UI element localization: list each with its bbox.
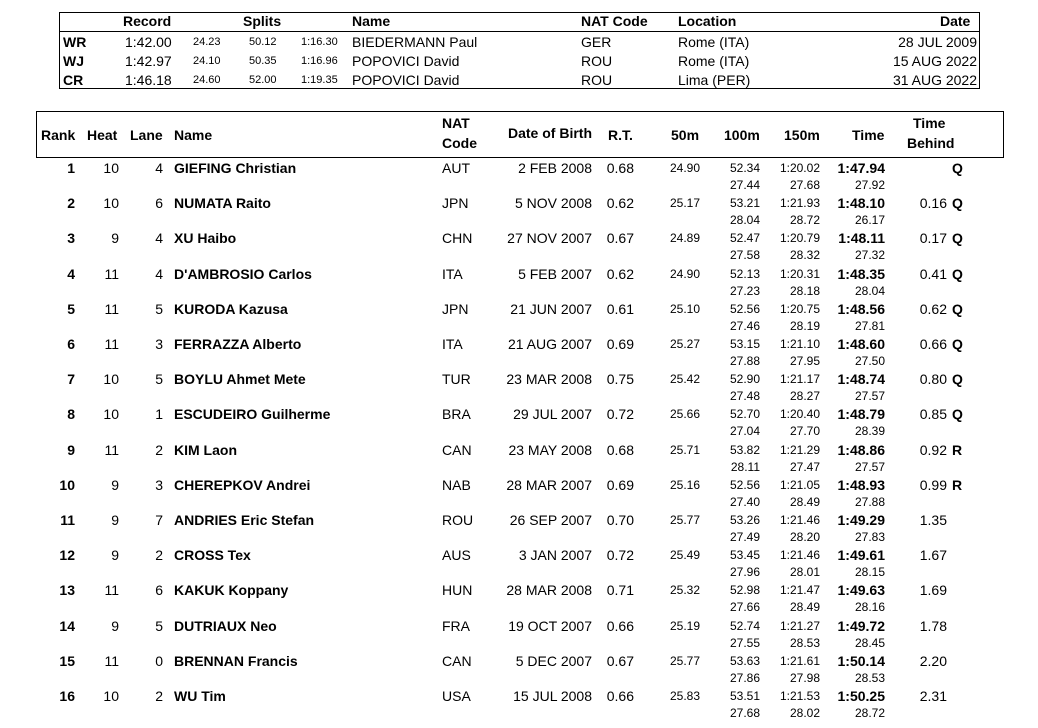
lap-split-final: 28.72 [854, 706, 885, 720]
rank: 3 [67, 230, 75, 246]
records-header-splits: Splits [243, 13, 282, 29]
records-header-location: Location [678, 13, 737, 29]
nat-code: USA [442, 688, 471, 704]
split-100m: 53.26 [729, 513, 760, 527]
reaction-time: 0.69 [606, 336, 634, 352]
swimmer-name: D'AMBROSIO Carlos [174, 266, 312, 282]
split-100m: 53.15 [729, 337, 760, 351]
swimmer-name: WU Tim [174, 688, 226, 704]
record-split-100: 50.12 [249, 36, 277, 48]
date-of-birth: 5 NOV 2008 [514, 195, 592, 211]
qualification-mark: Q [952, 160, 963, 176]
reaction-time: 0.62 [606, 195, 634, 211]
nat-code: TUR [442, 371, 471, 387]
final-time: 1:48.60 [837, 336, 885, 352]
nat-code: ROU [442, 512, 474, 528]
lap-split-100m: 27.40 [729, 495, 760, 509]
reaction-time: 0.72 [606, 547, 634, 563]
date-of-birth: 21 JUN 2007 [510, 301, 592, 317]
nat-code: ITA [442, 266, 463, 282]
nat-code: HUN [442, 582, 473, 598]
lane: 2 [155, 442, 163, 458]
lap-split-final: 27.32 [854, 248, 885, 262]
lap-split-150m: 28.02 [789, 706, 820, 720]
lap-split-150m: 27.70 [789, 424, 820, 438]
record-name: POPOVICI David [352, 53, 460, 69]
lap-split-final: 28.16 [854, 600, 885, 614]
split-150m: 1:21.29 [779, 443, 820, 457]
qualification-mark: Q [952, 230, 963, 246]
lap-split-150m: 28.32 [789, 248, 820, 262]
lap-split-100m: 27.96 [729, 565, 760, 579]
split-100m: 53.51 [729, 689, 760, 703]
time-behind: 0.17 [919, 230, 947, 246]
split-150m: 1:20.75 [779, 302, 820, 316]
rank: 6 [67, 336, 75, 352]
rank: 4 [67, 266, 75, 282]
lap-split-final: 28.15 [854, 565, 885, 579]
split-50m: 25.83 [669, 689, 700, 703]
header-time: Time [852, 127, 885, 143]
swimmer-name: FERRAZZA Alberto [174, 336, 302, 352]
final-time: 1:50.25 [837, 688, 885, 704]
records-header-record: Record [123, 13, 172, 29]
heat: 10 [103, 406, 119, 422]
split-100m: 52.70 [729, 407, 760, 421]
record-date: 31 AUG 2022 [892, 72, 977, 88]
rank: 13 [59, 582, 75, 598]
split-100m: 53.63 [729, 654, 760, 668]
rank: 10 [59, 477, 75, 493]
record-split-100: 52.00 [249, 74, 277, 86]
record-location: Lima (PER) [678, 72, 751, 88]
split-150m: 1:20.02 [779, 161, 820, 175]
split-100m: 52.90 [729, 372, 760, 386]
reaction-time: 0.62 [606, 266, 634, 282]
rank: 8 [67, 406, 75, 422]
split-50m: 25.77 [669, 654, 700, 668]
lap-split-150m: 27.98 [789, 671, 820, 685]
record-time: 1:42.00 [125, 34, 172, 50]
split-100m: 52.34 [729, 161, 760, 175]
split-100m: 52.56 [729, 302, 760, 316]
split-150m: 1:20.79 [779, 231, 820, 245]
final-time: 1:48.74 [837, 371, 885, 387]
date-of-birth: 27 NOV 2007 [507, 230, 592, 246]
lap-split-final: 27.88 [854, 495, 885, 509]
split-150m: 1:21.17 [779, 372, 820, 386]
record-name: POPOVICI David [352, 72, 460, 88]
lap-split-final: 28.39 [854, 424, 885, 438]
qualification-mark: Q [952, 336, 963, 352]
split-150m: 1:21.46 [779, 548, 820, 562]
time-behind: 0.85 [919, 406, 947, 422]
lap-split-150m: 28.49 [789, 495, 820, 509]
split-50m: 25.19 [669, 619, 700, 633]
date-of-birth: 23 MAR 2008 [506, 371, 592, 387]
swimmer-name: BRENNAN Francis [174, 653, 298, 669]
split-100m: 52.13 [729, 267, 760, 281]
date-of-birth: 26 SEP 2007 [509, 512, 592, 528]
swimmer-name: CHEREPKOV Andrei [174, 477, 311, 493]
record-nat: ROU [581, 72, 613, 88]
lane: 5 [155, 301, 163, 317]
heat: 10 [103, 371, 119, 387]
swimmer-name: ANDRIES Eric Stefan [174, 512, 315, 528]
nat-code: CAN [442, 442, 472, 458]
header-heat: Heat [87, 127, 118, 143]
split-50m: 25.77 [669, 513, 700, 527]
split-100m: 52.98 [729, 583, 760, 597]
date-of-birth: 15 JUL 2008 [513, 688, 592, 704]
records-header-divider [59, 31, 980, 32]
reaction-time: 0.68 [606, 442, 634, 458]
reaction-time: 0.67 [606, 653, 634, 669]
header-behind-line2: Behind [907, 135, 955, 151]
final-time: 1:49.63 [837, 582, 885, 598]
heat: 9 [111, 477, 119, 493]
heat: 10 [103, 195, 119, 211]
date-of-birth: 19 OCT 2007 [508, 618, 592, 634]
time-behind: 2.31 [919, 688, 947, 704]
qualification-mark: Q [952, 301, 963, 317]
lap-split-150m: 27.95 [789, 354, 820, 368]
rank: 14 [59, 618, 75, 634]
final-time: 1:48.56 [837, 301, 885, 317]
split-100m: 52.56 [729, 478, 760, 492]
split-150m: 1:20.31 [779, 267, 820, 281]
final-time: 1:49.61 [837, 547, 885, 563]
lap-split-150m: 27.47 [789, 460, 820, 474]
nat-code: CAN [442, 653, 472, 669]
lap-split-100m: 27.68 [729, 706, 760, 720]
lap-split-final: 27.83 [854, 530, 885, 544]
heat: 11 [104, 266, 119, 282]
record-nat: ROU [581, 53, 613, 69]
record-date: 15 AUG 2022 [892, 53, 977, 69]
date-of-birth: 28 MAR 2008 [506, 582, 592, 598]
nat-code: FRA [442, 618, 470, 634]
final-time: 1:48.11 [838, 230, 885, 246]
final-time: 1:49.29 [837, 512, 885, 528]
header-name: Name [174, 127, 213, 143]
lane: 7 [155, 512, 163, 528]
records-header-date: Date [940, 13, 971, 29]
swimmer-name: BOYLU Ahmet Mete [174, 371, 306, 387]
heat: 9 [111, 547, 119, 563]
split-150m: 1:21.46 [779, 513, 820, 527]
qualification-mark: Q [952, 195, 963, 211]
lap-split-100m: 27.58 [729, 248, 760, 262]
reaction-time: 0.75 [606, 371, 634, 387]
split-150m: 1:21.61 [779, 654, 820, 668]
header-behind-line1: Time [913, 115, 946, 131]
reaction-time: 0.71 [606, 582, 634, 598]
lane: 2 [155, 547, 163, 563]
header-100m: 100m [724, 127, 760, 143]
split-150m: 1:21.10 [779, 337, 820, 351]
time-behind: 1.35 [919, 512, 947, 528]
time-behind: 1.67 [919, 547, 947, 563]
qualification-mark: Q [952, 266, 963, 282]
header-dob: Date of Birth [508, 125, 592, 141]
date-of-birth: 29 JUL 2007 [513, 406, 592, 422]
split-50m: 24.90 [669, 267, 700, 281]
heat: 11 [104, 301, 119, 317]
record-time: 1:46.18 [125, 72, 172, 88]
time-behind: 0.62 [919, 301, 947, 317]
heat: 9 [111, 512, 119, 528]
date-of-birth: 21 AUG 2007 [507, 336, 592, 352]
swimmer-name: KAKUK Koppany [174, 582, 289, 598]
split-50m: 25.32 [669, 583, 700, 597]
final-time: 1:48.35 [837, 266, 885, 282]
record-code: CR [63, 72, 84, 88]
records-header-name: Name [352, 13, 391, 29]
split-150m: 1:21.05 [779, 478, 820, 492]
lap-split-150m: 28.20 [789, 530, 820, 544]
record-split-50: 24.60 [193, 74, 221, 86]
heat: 10 [103, 160, 119, 176]
qualification-mark: R [952, 477, 963, 493]
lap-split-100m: 27.46 [729, 319, 760, 333]
lap-split-100m: 27.86 [729, 671, 760, 685]
lane: 3 [155, 477, 163, 493]
nat-code: AUS [442, 547, 471, 563]
time-behind: 0.66 [919, 336, 947, 352]
time-behind: 1.78 [919, 618, 947, 634]
split-150m: 1:21.27 [779, 619, 820, 633]
heat: 11 [104, 653, 119, 669]
time-behind: 0.99 [919, 477, 947, 493]
split-50m: 25.27 [669, 337, 700, 351]
lane: 5 [155, 371, 163, 387]
lap-split-150m: 28.72 [789, 213, 820, 227]
lane: 1 [155, 406, 163, 422]
split-50m: 25.17 [669, 196, 700, 210]
record-split-150: 1:16.96 [301, 55, 338, 67]
record-split-100: 50.35 [249, 55, 277, 67]
split-100m: 53.45 [729, 548, 760, 562]
final-time: 1:48.86 [837, 442, 885, 458]
record-location: Rome (ITA) [678, 34, 750, 50]
lane: 6 [155, 195, 163, 211]
time-behind: 0.16 [919, 195, 947, 211]
split-50m: 24.90 [669, 161, 700, 175]
qualification-mark: Q [952, 371, 963, 387]
header-150m: 150m [784, 127, 820, 143]
nat-code: JPN [442, 301, 469, 317]
reaction-time: 0.69 [606, 477, 634, 493]
lap-split-final: 27.92 [854, 178, 885, 192]
record-date: 28 JUL 2009 [898, 34, 977, 50]
heat: 10 [103, 688, 119, 704]
lap-split-final: 28.53 [854, 671, 885, 685]
rank: 12 [59, 547, 75, 563]
split-100m: 52.74 [729, 619, 760, 633]
nat-code: JPN [442, 195, 469, 211]
nat-code: NAB [442, 477, 471, 493]
lap-split-final: 27.57 [854, 389, 885, 403]
final-time: 1:47.94 [837, 160, 885, 176]
reaction-time: 0.67 [606, 230, 634, 246]
record-code: WR [63, 34, 87, 50]
rank: 7 [67, 371, 75, 387]
record-split-150: 1:16.30 [301, 36, 338, 48]
split-100m: 53.21 [729, 196, 760, 210]
header-lane: Lane [130, 127, 163, 143]
lap-split-100m: 27.49 [729, 530, 760, 544]
rank: 11 [60, 512, 75, 528]
nat-code: CHN [442, 230, 473, 246]
lap-split-final: 28.04 [854, 284, 885, 298]
lane: 2 [155, 688, 163, 704]
split-50m: 25.42 [669, 372, 700, 386]
header-nat-line2: Code [442, 135, 477, 151]
time-behind: 2.20 [919, 653, 947, 669]
time-behind: 0.80 [919, 371, 947, 387]
split-50m: 25.71 [669, 443, 700, 457]
reaction-time: 0.61 [606, 301, 634, 317]
nat-code: ITA [442, 336, 463, 352]
qualification-mark: Q [952, 406, 963, 422]
lap-split-150m: 28.19 [789, 319, 820, 333]
final-time: 1:49.72 [837, 618, 885, 634]
heat: 11 [104, 336, 119, 352]
date-of-birth: 2 FEB 2008 [518, 160, 592, 176]
heat: 11 [104, 442, 119, 458]
rank: 9 [67, 442, 75, 458]
lap-split-final: 27.57 [854, 460, 885, 474]
lap-split-100m: 27.23 [729, 284, 760, 298]
lap-split-100m: 27.44 [729, 178, 760, 192]
header-50m: 50m [671, 127, 700, 143]
lap-split-150m: 28.18 [789, 284, 820, 298]
swimmer-name: ESCUDEIRO Guilherme [174, 406, 331, 422]
qualification-mark: R [952, 442, 963, 458]
swimmer-name: NUMATA Raito [174, 195, 271, 211]
reaction-time: 0.68 [606, 160, 634, 176]
final-time: 1:48.79 [837, 406, 885, 422]
lap-split-final: 27.50 [854, 354, 885, 368]
split-50m: 24.89 [669, 231, 700, 245]
split-50m: 25.49 [669, 548, 700, 562]
split-100m: 52.47 [729, 231, 760, 245]
swimmer-name: CROSS Tex [174, 547, 251, 563]
header-rank: Rank [41, 127, 76, 143]
split-150m: 1:21.93 [779, 196, 820, 210]
header-nat-line1: NAT [442, 115, 470, 131]
lap-split-150m: 28.53 [789, 636, 820, 650]
lane: 4 [155, 266, 163, 282]
swimmer-name: XU Haibo [174, 230, 237, 246]
heat: 9 [111, 618, 119, 634]
date-of-birth: 5 FEB 2007 [518, 266, 592, 282]
record-split-150: 1:19.35 [301, 74, 338, 86]
record-nat: GER [581, 34, 612, 50]
lane: 4 [155, 160, 163, 176]
lap-split-final: 28.45 [854, 636, 885, 650]
lap-split-100m: 27.66 [729, 600, 760, 614]
record-name: BIEDERMANN Paul [352, 34, 478, 50]
split-150m: 1:20.40 [779, 407, 820, 421]
reaction-time: 0.66 [606, 618, 634, 634]
lane: 3 [155, 336, 163, 352]
header-rt: R.T. [608, 127, 633, 143]
lane: 6 [155, 582, 163, 598]
lap-split-150m: 27.68 [789, 178, 820, 192]
rank: 5 [67, 301, 75, 317]
record-split-50: 24.10 [193, 55, 221, 67]
date-of-birth: 23 MAY 2008 [508, 442, 592, 458]
nat-code: AUT [442, 160, 470, 176]
lap-split-150m: 28.27 [789, 389, 820, 403]
split-150m: 1:21.53 [779, 689, 820, 703]
reaction-time: 0.72 [606, 406, 634, 422]
record-code: WJ [63, 53, 84, 69]
record-split-50: 24.23 [193, 36, 221, 48]
time-behind: 0.41 [919, 266, 947, 282]
lap-split-150m: 28.01 [789, 565, 820, 579]
lap-split-100m: 27.88 [729, 354, 760, 368]
rank: 1 [67, 160, 75, 176]
date-of-birth: 28 MAR 2007 [506, 477, 592, 493]
lap-split-100m: 27.48 [729, 389, 760, 403]
swimmer-name: KURODA Kazusa [174, 301, 288, 317]
swimmer-name: DUTRIAUX Neo [174, 618, 277, 634]
lap-split-150m: 28.49 [789, 600, 820, 614]
reaction-time: 0.70 [606, 512, 634, 528]
date-of-birth: 3 JAN 2007 [518, 547, 592, 563]
swimmer-name: GIEFING Christian [174, 160, 297, 176]
heat: 11 [104, 582, 119, 598]
split-50m: 25.16 [669, 478, 700, 492]
final-time: 1:50.14 [837, 653, 885, 669]
time-behind: 1.69 [919, 582, 947, 598]
lane: 5 [155, 618, 163, 634]
reaction-time: 0.66 [606, 688, 634, 704]
heat: 9 [111, 230, 119, 246]
final-time: 1:48.93 [837, 477, 885, 493]
lane: 0 [155, 653, 163, 669]
lap-split-final: 26.17 [854, 213, 885, 227]
rank: 2 [67, 195, 75, 211]
record-time: 1:42.97 [125, 53, 172, 69]
split-150m: 1:21.47 [779, 583, 820, 597]
split-50m: 25.66 [669, 407, 700, 421]
records-header-nat: NAT Code [581, 13, 648, 29]
split-50m: 25.10 [669, 302, 700, 316]
lane: 4 [155, 230, 163, 246]
nat-code: BRA [442, 406, 471, 422]
record-location: Rome (ITA) [678, 53, 750, 69]
lap-split-100m: 27.04 [729, 424, 760, 438]
time-behind: 0.92 [919, 442, 947, 458]
split-100m: 53.82 [729, 443, 760, 457]
rank: 16 [59, 688, 75, 704]
swimmer-name: KIM Laon [174, 442, 237, 458]
lap-split-100m: 28.11 [730, 460, 760, 474]
date-of-birth: 5 DEC 2007 [515, 653, 592, 669]
rank: 15 [59, 653, 75, 669]
lap-split-100m: 27.55 [729, 636, 760, 650]
lap-split-final: 27.81 [854, 319, 885, 333]
lap-split-100m: 28.04 [729, 213, 760, 227]
final-time: 1:48.10 [837, 195, 885, 211]
